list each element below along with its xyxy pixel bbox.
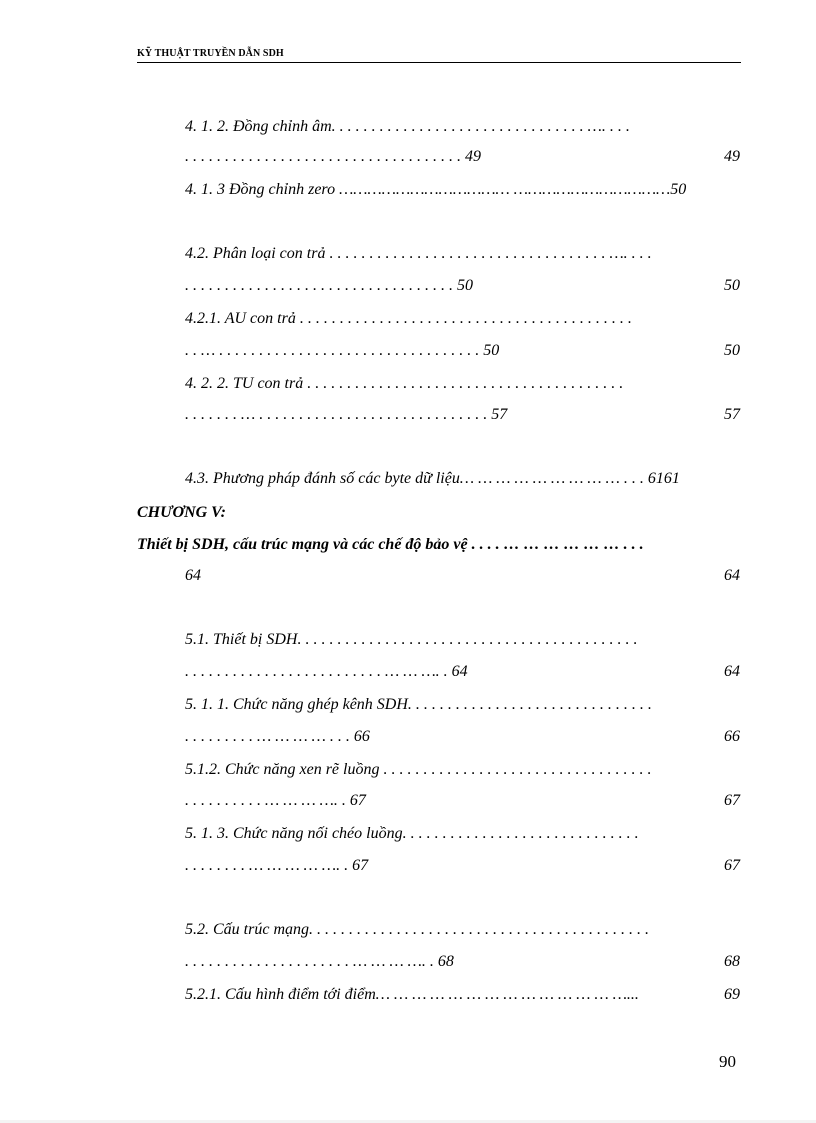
toc-entry-5-2: 5.2. Cấu trúc mạng. . . . . . . . . . . . . . . . . . . . . . . . . . . . . . . . . . . . . . . . . . . <box>185 921 649 938</box>
toc-leader-line: . . . . . . . … . . . . . . . . . . . . . . . . . . . . . . . . . . . . . 57 <box>185 406 508 423</box>
chapter-subtitle: Thiết bị SDH, cấu trúc mạng và các chế độ bảo vệ . . . . … … … … … … . . . <box>137 536 644 553</box>
toc-page-number: 67 <box>724 857 740 874</box>
chapter-page-left: 64 <box>185 567 201 584</box>
toc-entry-5-2-1: 5.2.1. Cấu hình điểm tới điểm… … … … … … … … … … … … … …... <box>185 986 639 1003</box>
toc-page-number: 64 <box>724 567 740 584</box>
toc-page-number: 50 <box>724 342 740 359</box>
toc-page-number: 57 <box>724 406 740 423</box>
toc-page-number: 49 <box>724 148 740 165</box>
toc-entry-5-1-3: 5. 1. 3. Chức năng nối chéo luồng. . . . . . . . . . . . . . . . . . . . . . . . . . . . . . <box>185 825 639 842</box>
page-number: 90 <box>719 1052 736 1071</box>
toc-page-number: 69 <box>724 986 740 1003</box>
toc-leader-line: . . . . . . . . . . . . . . . . . . . . . . . . . … … …. . 64 <box>185 663 468 680</box>
toc-entry-4-2: 4.2. Phân loại con trả . . . . . . . . . . . . . . . . . . . . . . . . . . . . . . . . . . . …. . . . <box>185 245 652 262</box>
toc-entry-4-3: 4.3. Phương pháp đánh số các byte dữ liệu… … … … … … … … … . . . 6161 <box>185 470 680 487</box>
toc-page-number: 67 <box>724 792 740 809</box>
toc-page-number: 66 <box>724 728 740 745</box>
running-header: KỸ THUẬT TRUYỀN DẪN SDH <box>137 48 284 59</box>
chapter-title: CHƯƠNG V: <box>137 504 226 521</box>
toc-leader-line: . . … . . . . . . . . . . . . . . . . . . . . . . . . . . . . . . . . . 50 <box>185 342 500 359</box>
toc-entry-4-2-1: 4.2.1. AU con trả . . . . . . . . . . . . . . . . . . . . . . . . . . . . . . . . . . . . . . . . . . <box>185 310 632 327</box>
toc-page-number: 50 <box>724 277 740 294</box>
toc-entry-5-1-1: 5. 1. 1. Chức năng ghép kênh SDH. . . . . . . . . . . . . . . . . . . . . . . . . . . . . . . <box>185 696 652 713</box>
toc-page-number: 64 <box>724 663 740 680</box>
toc-entry-5-1-2: 5.1.2. Chức năng xen rẽ luồng . . . . . . . . . . . . . . . . . . . . . . . . . . . . . . . . . . <box>185 761 652 778</box>
toc-entry-4-1-2: 4. 1. 2. Đồng chỉnh âm. . . . . . . . . . . . . . . . . . . . . . . . . . . . . . . . …. . . . <box>185 118 630 135</box>
toc-leader-line: . . . . . . . . . . . . . . . . . . . . . . . . . . . . . . . . . . . 49 <box>185 148 481 165</box>
toc-entry-4-2-2: 4. 2. 2. TU con trả . . . . . . . . . . . . . . . . . . . . . . . . . . . . . . . . . . . . . . . . <box>185 375 624 392</box>
toc-leader-line: . . . . . . . . . . … … … …. . 67 <box>185 792 366 809</box>
toc-leader-line: . . . . . . . . . … … … … . . . 66 <box>185 728 370 745</box>
header-rule <box>137 62 741 63</box>
toc-entry-5-1: 5.1. Thiết bị SDH. . . . . . . . . . . . . . . . . . . . . . . . . . . . . . . . . . . . . . . . . . . <box>185 631 638 648</box>
toc-leader-line: . . . . . . . . . . . . . . . . . . . . . … … … …. . 68 <box>185 953 454 970</box>
toc-page-number: 68 <box>724 953 740 970</box>
toc-leader-line: . . . . . . . . … … … … …. . 67 <box>185 857 369 874</box>
toc-leader-line: . . . . . . . . . . . . . . . . . . . . . . . . . . . . . . . . . . 50 <box>185 277 473 294</box>
toc-entry-4-1-3: 4. 1. 3 Đồng chỉnh zero ……………………………… ……………………………50 <box>185 181 687 198</box>
